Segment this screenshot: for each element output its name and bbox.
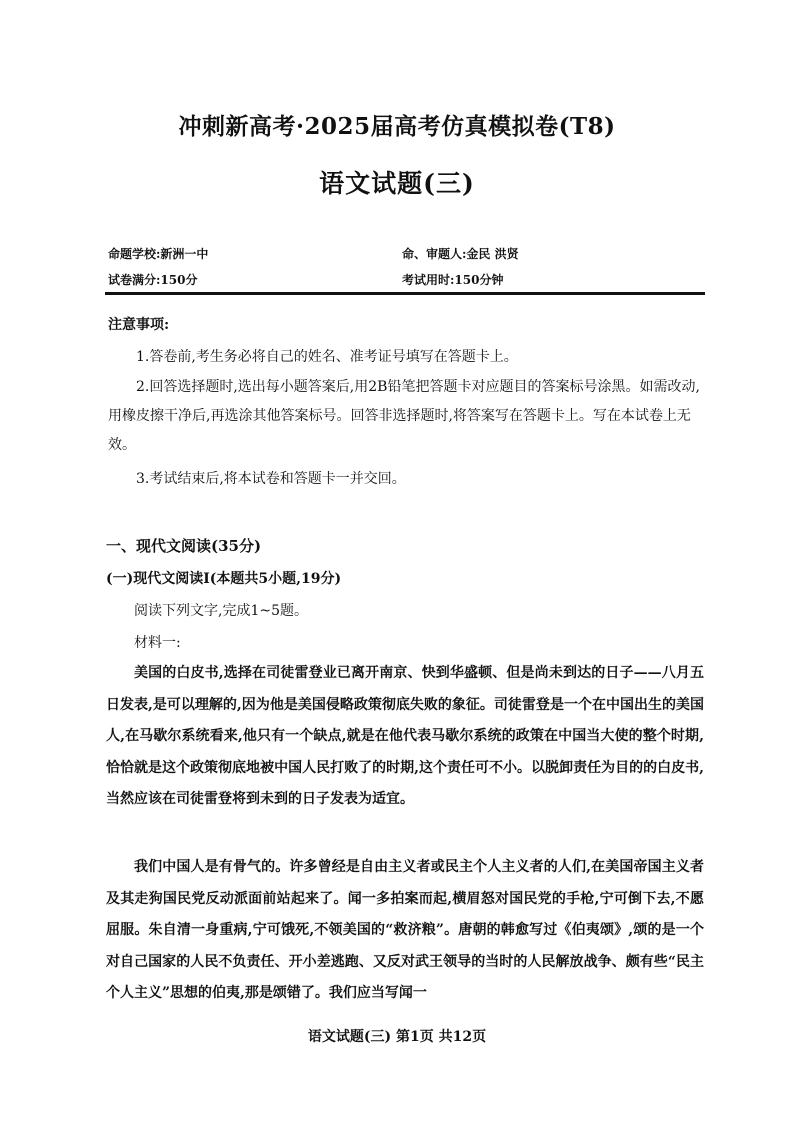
header-divider bbox=[105, 292, 705, 295]
authors-info: 命、审题人:金民 洪贤 bbox=[402, 247, 519, 261]
school-info: 命题学校:新洲一中 bbox=[108, 247, 209, 261]
exam-subtitle: 语文试题(三) bbox=[319, 169, 475, 198]
duration-info: 考试用时:150分钟 bbox=[402, 273, 504, 287]
notice-item-3: 3.考试结束后,将本试卷和答题卡一并交回。 bbox=[136, 471, 406, 487]
section-heading: 一、现代文阅读(35分) bbox=[106, 537, 262, 555]
subsection-heading: (一)现代文阅读Ⅰ(本题共5小题,19分) bbox=[106, 571, 342, 587]
page-footer: 语文试题(三) 第1页 共12页 bbox=[307, 1029, 487, 1045]
notice-heading: 注意事项: bbox=[108, 317, 170, 333]
notice-item-1: 1.答卷前,考生务必将自己的姓名、准考证号填写在答题卡上。 bbox=[136, 349, 518, 365]
full-score-info: 试卷满分:150分 bbox=[108, 273, 198, 287]
passage-paragraph-2: 我们中国人是有骨气的。许多曾经是自由主义者或民主个人主义者的人们,在美国帝国主义者及其走狗国民党反动派面前站起来了。闻一多拍案而起,横眉怒对国民党的手枪,宁可倒下去,不愿屈服。朱自清一身重病,宁可饿死,不领美国的“救济粮”。唐朝的韩愈写过《伯夷颂》,颂的是一个对自己国家的人民不负责任、开小差逃跑、又反对武王领导的当时的人民解放战争、颇有些“民主个人主义”思想的伯夷,那是颂错了。我们应当写闻一 bbox=[106, 859, 704, 1001]
passage-paragraph-1: 美国的白皮书,选择在司徒雷登业已离开南京、快到华盛顿、但是尚未到达的日子——八月五日发表,是可以理解的,因为他是美国侵略政策彻底失败的象征。司徒雷登是一个在中国出生的美国人,在马歇尔系统看来,他只有一个缺点,就是在他代表马歇尔系统的政策在中国当大使的整个时期,恰恰就是这个政策彻底地被中国人民打败了的时期,这个责任可不小。以脱卸责任为目的的白皮书,当然应该在司徒雷登将到未到的日子发表为适宜。 bbox=[106, 665, 704, 807]
exam-title: 冲刺新高考·2025届高考仿真模拟卷(T8) bbox=[178, 113, 616, 140]
reading-instruction: 阅读下列文字,完成1~5题。 bbox=[134, 603, 308, 619]
notice-item-2: 2.回答选择题时,选出每小题答案后,用2B铅笔把答题卡对应题目的答案标号涂黑。如需改动,用橡皮擦干净后,再选涂其他答案标号。回答非选择题时,将答案写在答题卡上。写在本试卷上无效。 bbox=[108, 379, 700, 453]
material-label: 材料一: bbox=[134, 635, 181, 651]
